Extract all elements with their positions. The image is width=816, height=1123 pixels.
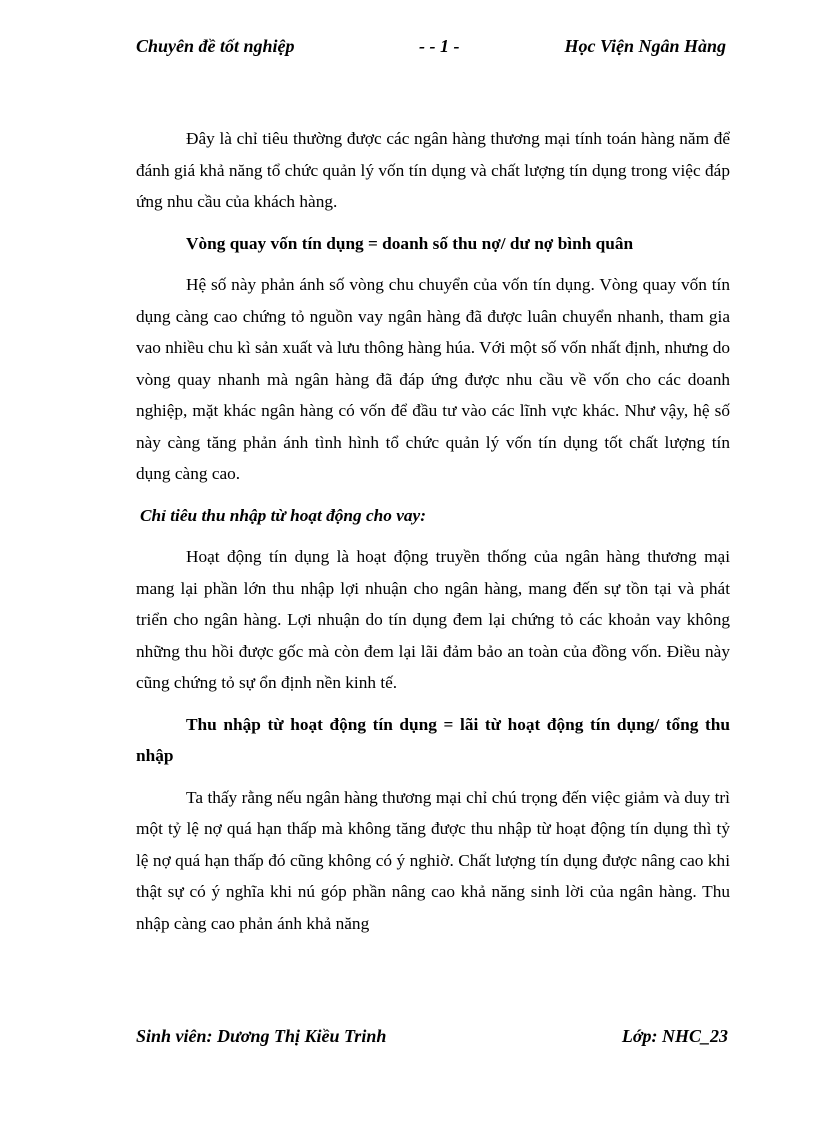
page-footer xyxy=(136,1026,728,1054)
page-header xyxy=(136,36,726,64)
subheading-income-indicator: Chỉ tiêu thu nhập từ hoạt động cho vay: xyxy=(140,505,426,525)
paragraph-2: Hệ số này phản ánh số vòng chu chuyển của vốn tín dụng. Vòng quay vốn tín dụng càng cao chứng tỏ nguồn vay ngân hàng đã được luân chuyển nhanh, tham gia vao nhiều chu kì sản xuất và lưu thông hàng húa. Với một số vốn nhất định, nhưng do vòng quay nhanh mà ngân hàng đã đáp ứng được nhu cầu về vốn cho các doanh nghiệp, mặt khác ngân hàng có vốn để đầu tư vào các lĩnh vực khác. Như vậy, hệ số này càng tăng phản ánh tình hình tổ chức quản lý vốn tín dụng tốt chất lượng tín dụng càng cao. xyxy=(136,275,730,483)
header-institution: Học Viện Ngân Hàng xyxy=(564,36,726,56)
header-document-type: Chuyên đề tốt nghiệp xyxy=(136,36,295,56)
footer-class: Lớp: NHC_23 xyxy=(621,1026,728,1046)
formula-credit-turnover: Vòng quay vốn tín dụng = doanh số thu nợ/ dư nợ bình quân xyxy=(186,233,634,253)
paragraph-1: Đây là chỉ tiêu thường được các ngân hàng thương mại tính toán hàng năm để đánh giá khả năng tổ chức quản lý vốn tín dụng và chất lượng tín dụng trong việc đáp ứng nhu cầu của khách hàng. xyxy=(136,129,730,211)
page-body xyxy=(136,123,730,939)
paragraph-3: Hoạt động tín dụng là hoạt động truyền thống của ngân hàng thương mại mang lại phần lớn thu nhập lợi nhuận cho ngân hàng, mang đến sự tồn tại và phát triển cho ngân hàng. Lợi nhuận do tín dụng đem lại chứng tỏ các khoản vay không những thu hồi được gốc mà còn đem lại lãi đảm bảo an toàn của đồng vốn. Điều này cũng chứng tỏ sự ổn định nền kinh tế. xyxy=(136,547,730,692)
formula-credit-income: Thu nhập từ hoạt động tín dụng = lãi từ hoạt động tín dụng/ tổng thu nhập xyxy=(136,714,730,765)
paragraph-4: Ta thấy rằng nếu ngân hàng thương mại chỉ chú trọng đến việc giảm và duy trì một tỷ lệ nợ quá hạn thấp mà không tăng được thu nhập từ hoạt động tín dụng thì tỷ lệ nợ quá hạn thấp đó cũng không có ý nghiờ. Chất lượng tín dụng được nâng cao khi thật sự có ý nghĩa khi nú góp phần nâng cao khả năng sinh lời của ngân hàng. Thu nhập càng cao phản ánh khả năng xyxy=(136,787,730,933)
footer-student-name: Sinh viên: Dương Thị Kiều Trinh xyxy=(136,1026,387,1046)
header-page-number: - - 1 - xyxy=(419,36,460,56)
